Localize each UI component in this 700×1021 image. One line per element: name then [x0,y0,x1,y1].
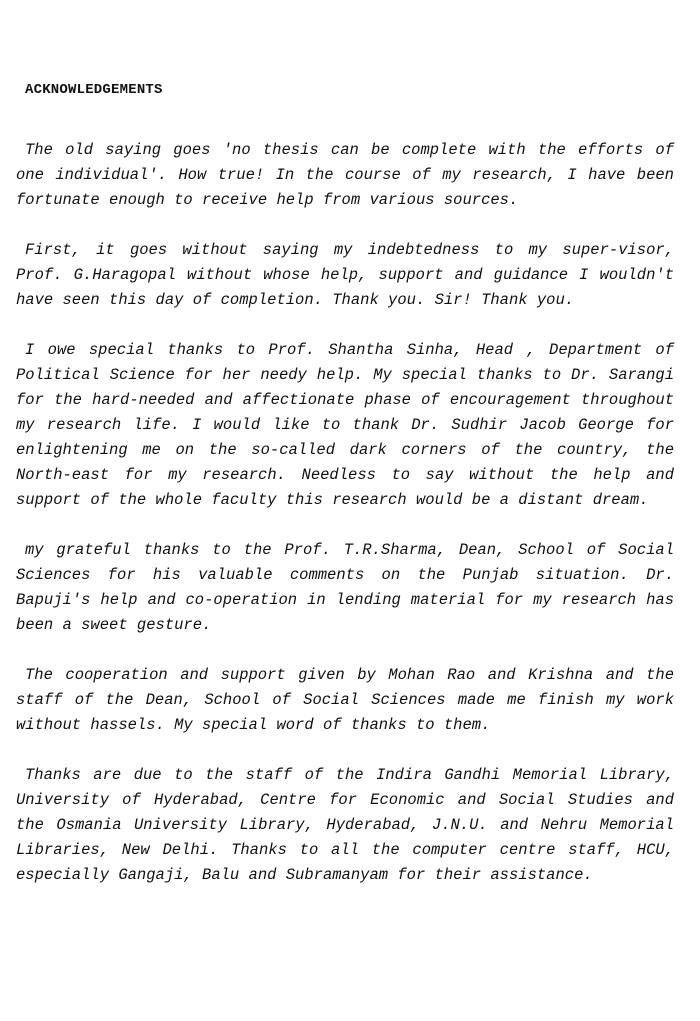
paragraph-text: First, it goes without saying my indebtedness to my super-visor, Prof. G.Haragopal without whose help, support and guidance I wouldn't have seen this day of completion. Thank you. Sir! Thank you. [16,241,674,309]
paragraph-text: The cooperation and support given by Mohan Rao and Krishna and the staff of the Dean, School of Social Sciences made me finish my work without hassels. My special word of thanks to them. [16,666,674,734]
paragraph-text: Thanks are due to the staff of the Indira Gandhi Memorial Library, University of Hyderabad, Centre for Economic and Social Studies and the Osmania University Library, Hyderabad, J.N.U. and Nehru Memorial Libraries, New Delhi. Thanks to all the computer centre staff, HCU, especially Gangaji, Balu and Subramanyam for their assistance. [16,766,674,884]
paragraph-2 [16,238,674,313]
page-title: ACKNOWLEDGEMENTS [25,82,163,98]
paragraph-5 [16,663,674,738]
paragraph-4 [16,538,674,638]
paragraph-3 [16,338,674,513]
paragraph-text: The old saying goes 'no thesis can be complete with the efforts of one individual'. How true! In the course of my research, I have been fortunate enough to receive help from various sources. [16,141,674,209]
paragraph-1 [16,138,674,213]
paragraph-text: I owe special thanks to Prof. Shantha Sinha, Head , Department of Political Science for her needy help. My special thanks to Dr. Sarangi for the hard-needed and affectionate phase of encouragement throughout my research life. I would like to thank Dr. Sudhir Jacob George for enlightening me on the so-called dark corners of the country, the North-east for my research. Needless to say without the help and support of the whole faculty this research would be a distant dream. [16,341,674,509]
document-page [16,80,674,913]
paragraph-6 [16,763,674,888]
paragraph-text: my grateful thanks to the Prof. T.R.Sharma, Dean, School of Social Sciences for his valuable comments on the Punjab situation. Dr. Bapuji's help and co-operation in lending material for my research has been a sweet gesture. [16,541,674,634]
